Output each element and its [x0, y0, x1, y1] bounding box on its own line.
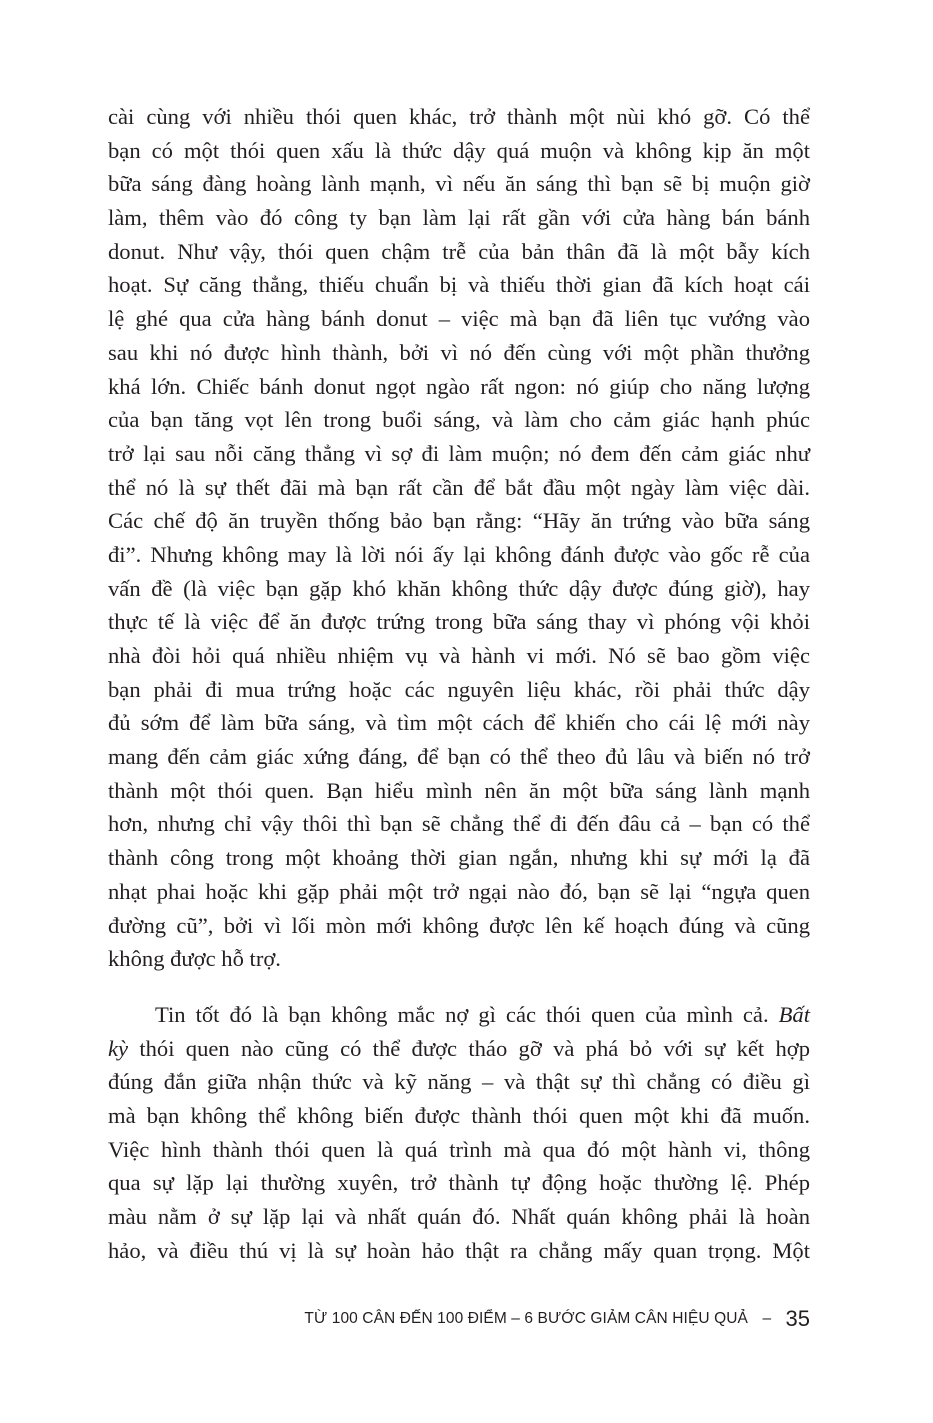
text-run: thói quen nào cũng có thể được tháo gỡ và phá bỏ với sự kết hợp [128, 1035, 810, 1061]
text-line: hảo, và điều thú vị là sự hoàn hảo thật ra chẳng mấy quan trọng. Một [108, 1237, 810, 1263]
text-line: Việc hình thành thói quen là quá trình mà qua đó một hành vi, thông [108, 1136, 810, 1162]
text-line: bữa sáng đàng hoàng lành mạnh, vì nếu ăn sáng thì bạn sẽ bị muộn giờ [108, 171, 810, 197]
text-line: bạn phải đi mua trứng hoặc các nguyên liệu khác, rồi phải thức dậy [108, 676, 810, 702]
text-line: hơn, nhưng chỉ vậy thôi thì bạn sẽ chẳng thể đi đến đâu cả – bạn có thể [108, 811, 810, 837]
text-line: hoạt. Sự căng thẳng, thiếu chuẩn bị và thiếu thời gian đã kích hoạt cái [108, 272, 810, 298]
text-line: bạn có một thói quen xấu là thức dậy quá muộn và không kịp ăn một [108, 137, 810, 163]
footer-separator: – [762, 1310, 772, 1327]
text-line: sau khi nó được hình thành, bởi vì nó đến cùng với một phần thưởng [108, 339, 810, 365]
paragraph-gap [108, 976, 810, 998]
text-line: đi”. Nhưng không may là lời nói ấy lại không đánh được vào gốc rễ của [108, 541, 810, 567]
italic-text: Bất [778, 1001, 810, 1027]
paragraph-1 [108, 100, 810, 976]
text-line: thành công trong một khoảng thời gian ngắn, nhưng khi sự mới lạ đã [108, 845, 810, 871]
text-line: mang đến cảm giác xứng đáng, để bạn có thể theo đủ lâu và biến nó trở [108, 744, 810, 770]
text-line: nhà đòi hỏi quá nhiều nhiệm vụ và hành vi mới. Nó sẽ bao gồm việc [108, 643, 810, 668]
text-line: đường cũ”, bởi vì lối mòn mới không được lên kế hoạch đúng và cũng [108, 912, 810, 938]
text-line: donut. Như vậy, thói quen chậm trễ của bản thân đã là một bẫy kích [108, 238, 810, 264]
paragraph-2 [108, 998, 810, 1268]
text-line: không được hỗ trợ. [108, 946, 281, 972]
italic-text: kỳ [108, 1035, 129, 1061]
text-line: vấn đề (là việc bạn gặp khó khăn không thức dậy được đúng giờ), hay [108, 575, 810, 601]
text-line-first [108, 998, 810, 1032]
text-line: đủ sớm để làm bữa sáng, và tìm một cách để khiến cho cái lệ mới này [108, 710, 810, 736]
page-number: 35 [785, 1306, 810, 1331]
text-line: Các chế độ ăn truyền thống bảo bạn rằng: “Hãy ăn trứng vào bữa sáng [108, 508, 810, 534]
text-line: nhạt phai hoặc khi gặp phải một trở ngại nào đó, bạn sẽ lại “ngựa quen [108, 878, 810, 904]
text-line: của bạn tăng vọt lên trong buổi sáng, và làm cho cảm giác hạnh phúc [108, 407, 810, 433]
text-line: thành một thói quen. Bạn hiểu mình nên ăn một bữa sáng lành mạnh [108, 777, 810, 803]
running-title: TỪ 100 CÂN ĐẾN 100 ĐIỂM – 6 BƯỚC GIẢM CÂN HIỆU QUẢ [304, 1310, 748, 1327]
text-line: đúng đắn giữa nhận thức và kỹ năng – và thật sự thì chẳng có điều gì [108, 1069, 810, 1095]
text-line: thực tế là việc để ăn được trứng trong bữa sáng thay vì phóng vội khỏi [108, 609, 810, 635]
text-line [108, 1032, 810, 1066]
page-footer [108, 1306, 810, 1338]
text-run: Tin tốt đó là bạn không mắc nợ gì các thói quen của mình cả. [155, 1001, 779, 1027]
text-line: thể nó là sự thết đãi mà bạn rất cần để bắt đầu một ngày làm việc dài. [108, 474, 810, 500]
text-line: qua sự lặp lại thường xuyên, trở thành tự động hoặc thường lệ. Phép [108, 1170, 810, 1196]
text-line: trở lại sau nỗi căng thẳng vì sợ đi làm muộn; nó đem đến cảm giác như [108, 440, 810, 466]
text-line: cài cùng với nhiều thói quen khác, trở thành một nùi khó gỡ. Có thể [108, 104, 810, 129]
text-line: màu nằm ở sự lặp lại và nhất quán đó. Nhất quán không phải là hoàn [108, 1204, 810, 1229]
text-line: lệ ghé qua cửa hàng bánh donut – việc mà bạn đã liên tục vướng vào [108, 306, 810, 332]
text-line: mà bạn không thể không biến được thành thói quen một khi đã muốn. [108, 1102, 810, 1128]
page-body [108, 100, 810, 1267]
text-line: khá lớn. Chiếc bánh donut ngọt ngào rất ngon: nó giúp cho năng lượng [108, 373, 810, 399]
text-line: làm, thêm vào đó công ty bạn làm lại rất gần với cửa hàng bán bánh [108, 205, 810, 231]
